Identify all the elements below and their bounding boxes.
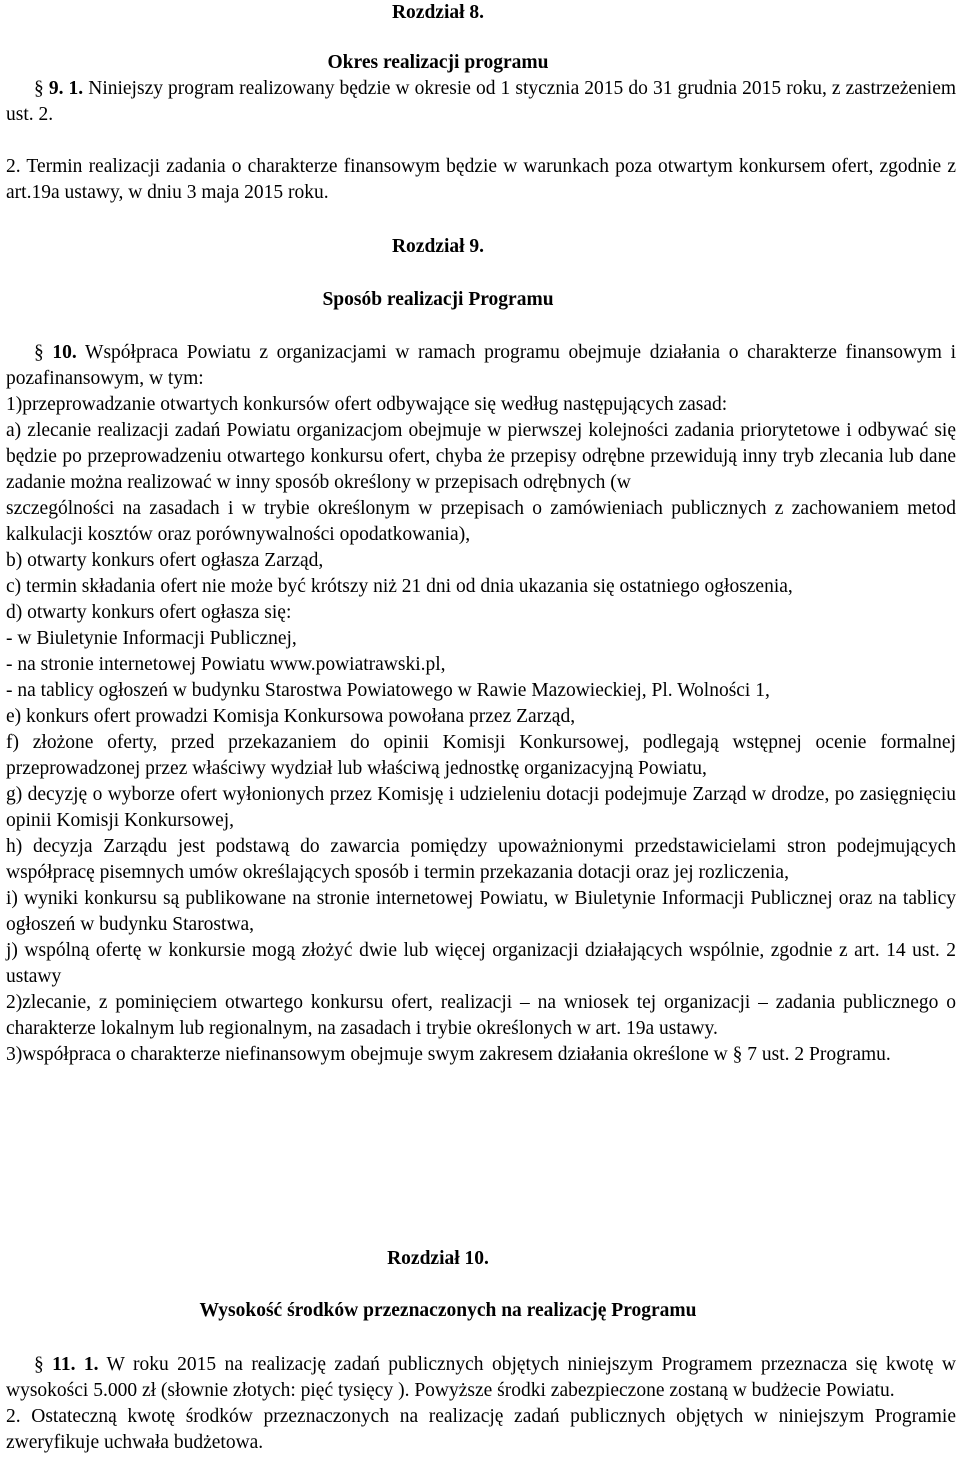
list-item: i) wyniki konkursu są publikowane na stronie internetowej Powiatu, w Biuletynie Informacji Publicznej oraz na tablicy ogłoszeń w budynku Starostwa, [6, 888, 956, 935]
list-item: c) termin składania ofert nie może być krótszy niż 21 dni od dnia ukazania się ostatniego ogłoszenia, [6, 576, 793, 597]
section-10-body [6, 340, 956, 1068]
section-mark: § [34, 342, 44, 363]
chapter-9-subtitle: Sposób realizacji Programu [322, 289, 554, 310]
section-number: 9. 1. [48, 78, 84, 99]
list-item: e) konkurs ofert prowadzi Komisja Konkursowa powołana przez Zarząd, [6, 706, 576, 727]
list-item: a) zlecanie realizacji zadań Powiatu organizacjom obejmuje w pierwszej kolejności zadania priorytetowe i odbywać się będzie po przeprowadzeniu otwartego konkursu ofert, chyba że przepisy odrębne przewidują inny tryb zlecania lub dane zadanie można realizować w inny sposób określony w przepisach odrębnych (w [6, 420, 956, 493]
chapter-8-subtitle: Okres realizacji programu [327, 52, 549, 73]
list-item: d) otwarty konkurs ofert ogłasza się: [6, 602, 292, 623]
section-9-paragraph-1 [6, 76, 956, 128]
list-item: 2)zlecanie, z pominięciem otwartego konkursu ofert, realizacji – na wniosek tej organizacji – zadania publicznego o charakterze lokalnym lub regionalnym, na zasadach i trybie określonych w art. 19a ustawy. [6, 992, 956, 1039]
list-item: - w Biuletynie Informacji Publicznej, [6, 628, 297, 649]
chapter-10-title: Rozdział 10. [387, 1248, 489, 1269]
section-10-intro [6, 340, 956, 392]
section-mark: § [34, 1354, 44, 1375]
chapter-10-subtitle: Wysokość środków przeznaczonych na realizację Programu [199, 1300, 697, 1321]
list-item: szczególności na zasadach i w trybie określonym w przepisach o zamówieniach publicznych z zachowaniem metod kalkulacji kosztów oraz porównywalności opodatkowania), [6, 498, 956, 545]
paragraph-text: Niniejszy program realizowany będzie w okresie od 1 stycznia 2015 do 31 grudnia 2015 roku, z zastrzeżeniem ust. 2. [6, 78, 957, 125]
section-11-paragraph-1 [6, 1352, 956, 1404]
section-mark: § [34, 78, 44, 99]
section-number: 10. [52, 342, 77, 363]
list-item: - na stronie internetowej Powiatu www.powiatrawski.pl, [6, 654, 446, 675]
list-item: g) decyzję o wyborze ofert wyłonionych przez Komisję i udzieleniu dotacji podejmuje Zarząd w drodze, po zasięgnięciu opinii Komisji Konkursowej, [6, 784, 956, 831]
chapter-8-title: Rozdział 8. [391, 2, 485, 23]
section-11-body [6, 1352, 956, 1456]
list-item: - na tablicy ogłoszeń w budynku Starostwa Powiatowego w Rawie Mazowieckiej, Pl. Wolności 1, [6, 680, 770, 701]
paragraph-text: Współpraca Powiatu z organizacjami w ramach programu obejmuje działania o charakterze finansowym i pozafinansowym, w tym: [6, 342, 956, 389]
section-9-paragraph-2: 2. Termin realizacji zadania o charakterze finansowym będzie w warunkach poza otwartym konkursem ofert, zgodnie z art.19a ustawy, w dniu 3 maja 2015 roku. [6, 156, 956, 203]
section-11-paragraph-2: 2. Ostateczną kwotę środków przeznaczonych na realizację zadań publicznych objętych w niniejszym Programie zweryfikuje uchwała budżetowa. [6, 1406, 956, 1453]
list-item: b) otwarty konkurs ofert ogłasza Zarząd, [6, 550, 324, 571]
chapter-9-title: Rozdział 9. [391, 236, 485, 257]
list-item: f) złożone oferty, przed przekazaniem do opinii Komisji Konkursowej, podlegają wstępnej ocenie formalnej przeprowadzonej przez właściwy wydział lub właściwą jednostkę organizacyjną Powiatu, [6, 732, 956, 779]
list-item: j) wspólną ofertę w konkursie mogą złożyć dwie lub więcej organizacji działających wspólnie, zgodnie z art. 14 ust. 2 ustawy [6, 940, 956, 987]
list-item: 3)współpraca o charakterze niefinansowym obejmuje swym zakresem działania określone w § 7 ust. 2 Programu. [6, 1044, 891, 1065]
list-item: 1)przeprowadzanie otwartych konkursów ofert odbywające się według następujących zasad: [6, 394, 728, 415]
list-item: h) decyzja Zarządu jest podstawą do zawarcia pomiędzy upoważnionymi przedstawicielami stron podejmujących współpracę pisemnych umów określających sposób i termin przekazania dotacji oraz jej rozliczenia, [6, 836, 956, 883]
paragraph-text: W roku 2015 na realizację zadań publicznych objętych niniejszym Programem przeznacza się kwotę w wysokości 5.000 zł (słownie złotych: pięć tysięcy ). Powyższe środki zabezpieczone zostaną w budżecie Powiatu. [6, 1354, 956, 1401]
section-number: 11. 1. [52, 1354, 99, 1375]
